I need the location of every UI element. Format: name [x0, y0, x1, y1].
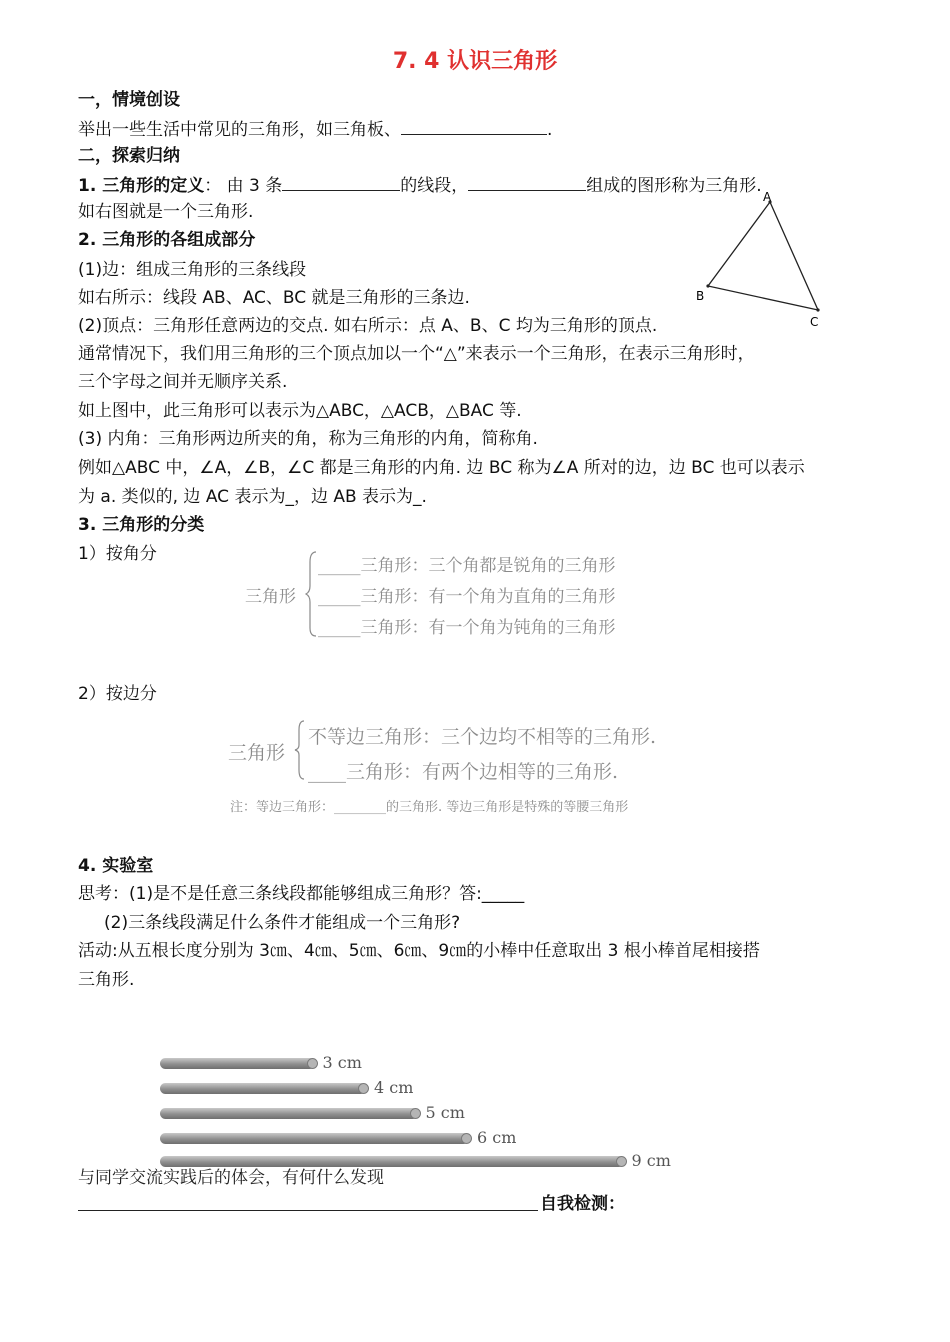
answer-blank[interactable] [468, 174, 586, 191]
section-1-text: 举出一些生活中常见的三角形，如三角板、 [78, 120, 401, 140]
side-brace [294, 718, 308, 782]
stick-end-cap [616, 1156, 627, 1167]
stick-label: 6 cm [477, 1128, 517, 1147]
stick-4cm [160, 1083, 366, 1094]
stick-label: 5 cm [425, 1103, 465, 1122]
vertex-b-dot [706, 284, 709, 287]
vertex-a-label: A [763, 190, 772, 204]
section-heading-2: 二，探索归纳 [78, 146, 180, 166]
side-item-scalene: 不等边三角形：三个边均不相等的三角形. [308, 726, 657, 748]
parts-line-6: 如上图中，此三角形可以表示为△ABC，△ACB，△BAC 等. [78, 401, 522, 421]
triangle-figure [690, 188, 840, 333]
section-1-line [78, 118, 552, 140]
equilateral-note: 注：等边三角形：________的三角形. 等边三角形是特殊的等腰三角形 [230, 800, 629, 815]
stick-end-cap [461, 1133, 472, 1144]
lab-question-1: 思考：(1)是不是任意三条线段都能够组成三角形？答:_____ [78, 884, 525, 904]
page-title: 7. 4 认识三角形 [392, 49, 558, 74]
parts-line-4: 通常情况下，我们用三角形的三个顶点加以一个“△”来表示一个三角形，在表示三角形时， [78, 344, 755, 364]
stick-6cm [160, 1133, 469, 1144]
definition-text-c: 组成的图形称为三角形. [586, 176, 762, 196]
exchange-line [78, 1168, 384, 1188]
stick-label: 9 cm [631, 1151, 671, 1170]
lab-question-2: (2)三条线段满足什么条件才能组成一个三角形? [104, 913, 461, 933]
by-angle-label: 1）按角分 [78, 544, 157, 564]
answer-blank[interactable] [401, 118, 547, 135]
stick-label: 3 cm [322, 1053, 362, 1072]
parts-line-8: 例如△ABC 中，∠A，∠B，∠C 都是三角形的内角. 边 BC 称为∠A 所对的边，边 BC 也可以表示 [78, 458, 805, 478]
angle-root: 三角形 [245, 587, 296, 607]
stick-end-cap [358, 1083, 369, 1094]
side-item-isosceles: ____三角形：有两个边相等的三角形. [308, 761, 619, 783]
lab-heading: 4. 实验室 [78, 856, 154, 876]
parts-line-2: 如右所示：线段 AB、AC、BC 就是三角形的三条边. [78, 288, 470, 308]
parts-line-3: (2)顶点：三角形任意两边的交点. 如右所示：点 A、B、C 均为三角形的顶点. [78, 316, 658, 336]
classification-heading: 3. 三角形的分类 [78, 515, 205, 535]
vertex-b-label: B [696, 289, 705, 303]
definition-text-a: ： 由 3 条 [204, 176, 283, 196]
parts-line-9: 为 a. 类似的, 边 AC 表示为_，边 AB 表示为_. [78, 487, 427, 507]
definition-line-2: 如右图就是一个三角形. [78, 202, 254, 222]
angle-item-acute: _____三角形：三个角都是锐角的三角形 [318, 556, 616, 576]
stick-9cm [160, 1156, 624, 1167]
parts-line-7: (3) 内角：三角形两边所夹的角，称为三角形的内角，简称角. [78, 429, 538, 449]
stick-end-cap [410, 1108, 421, 1119]
stick-label: 4 cm [374, 1078, 414, 1097]
vertex-c-dot [816, 308, 819, 311]
parts-heading: 2. 三角形的各组成部分 [78, 230, 256, 250]
definition-text-b: 的线段， [400, 176, 469, 196]
definition-label: 1. 三角形的定义 [78, 176, 205, 196]
stick-5cm [160, 1108, 418, 1119]
stick-3cm [160, 1058, 315, 1069]
definition-line [78, 174, 762, 196]
answer-blank[interactable] [282, 174, 400, 191]
section-heading-1: 一，情境创设 [78, 90, 180, 110]
by-side-label: 2）按边分 [78, 684, 157, 704]
lab-activity-line-1: 活动:从五根长度分别为 3㎝、4㎝、5㎝、6㎝、9㎝的小棒中任意取出 3 根小棒首尾相接搭 [78, 941, 760, 961]
lab-activity-line-2: 三角形. [78, 970, 135, 990]
answer-line[interactable] [78, 1210, 538, 1211]
angle-item-obtuse: _____三角形：有一个角为钝角的三角形 [318, 618, 616, 638]
exchange-text: 与同学交流实践后的体会，有何什么发现 [78, 1168, 384, 1188]
side-root: 三角形 [228, 742, 286, 764]
vertex-c-label: C [810, 315, 819, 329]
stick-end-cap [307, 1058, 318, 1069]
triangle-shape [708, 202, 818, 310]
parts-line-5: 三个字母之间并无顺序关系. [78, 372, 288, 392]
section-1-tail: . [547, 120, 553, 140]
self-check-heading: 自我检测： [540, 1194, 625, 1214]
angle-item-right: _____三角形：有一个角为直角的三角形 [318, 587, 616, 607]
parts-line-1: (1)边：组成三角形的三条线段 [78, 260, 307, 280]
